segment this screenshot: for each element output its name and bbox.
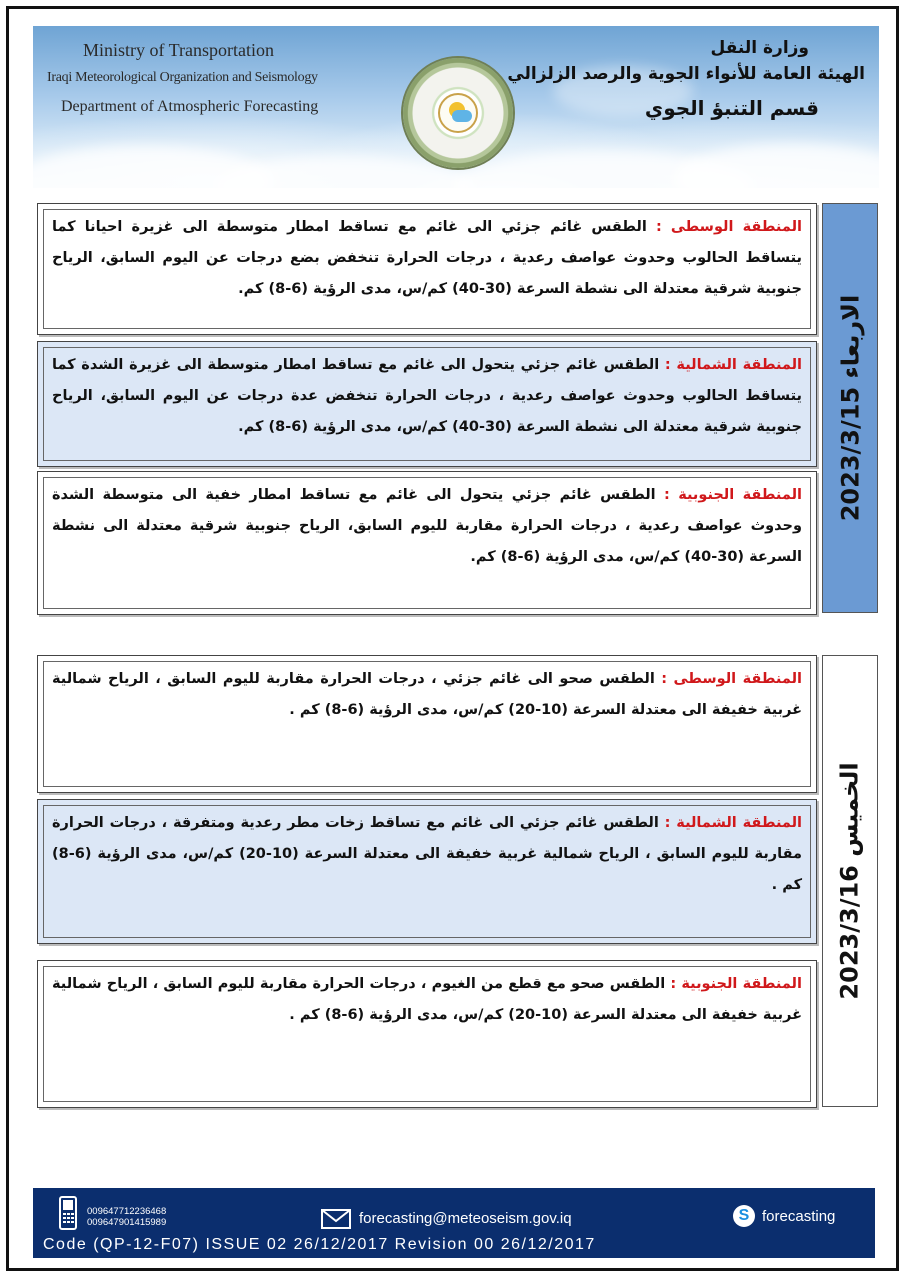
phone-number-2: 009647901415989 bbox=[87, 1217, 167, 1228]
region-name: المنطقة الوسطى : bbox=[655, 219, 802, 235]
forecast-box-south bbox=[37, 960, 817, 1108]
skype-id[interactable]: forecasting bbox=[762, 1208, 836, 1225]
header-ar-organization: الهيئة العامة للأنواء الجوية والرصد الزلزالي bbox=[507, 64, 865, 84]
email-link[interactable]: forecasting@meteoseism.gov.iq bbox=[359, 1210, 572, 1227]
forecast-text bbox=[52, 212, 802, 305]
forecast-box-central bbox=[37, 655, 817, 793]
forecast-box-south bbox=[37, 471, 817, 615]
region-forecast: الطقس غائم جزئي الى غائم مع تساقط امطار متوسطة الى غزيرة احيانا كما يتساقط الحالوب وحدوث عواصف رعدية ، درجات الحرارة تنخفض بضع درجات عن اليوم السابق، الرياح جنوبية شرقية معتدلة الى نشطة السرعة (30-40) كم/س، مدى الرؤية (6-8) كم. bbox=[52, 219, 802, 297]
header-banner bbox=[33, 26, 879, 188]
region-name: المنطقة الشمالية : bbox=[664, 815, 803, 831]
region-name: المنطقة الوسطى : bbox=[661, 671, 802, 687]
document-code: Code (QP-12-F07) ISSUE 02 26/12/2017 Revision 00 26/12/2017 bbox=[43, 1236, 596, 1253]
region-forecast: الطقس غائم جزئي الى غائم مع تساقط زخات مطر رعدية ومتفرقة ، درجات الحرارة مقاربة لليوم السابق ، الرياح شمالية غربية خفيفة الى معتدلة السرعة (10-20) كم/س، مدى الرؤية (6-8) كم . bbox=[52, 815, 803, 893]
date-label: الخميس 2023/3/16 bbox=[836, 762, 865, 1000]
region-forecast: الطقس صحو مع قطع من الغيوم ، درجات الحرارة مقاربة لليوم السابق ، الرياح شمالية غربية خفيفة الى معتدلة السرعة (10-20) كم/س، مدى الرؤية (6-8) كم . bbox=[52, 976, 802, 1023]
footer bbox=[33, 1188, 875, 1258]
email-icon bbox=[321, 1209, 351, 1229]
logo-weather-icon bbox=[438, 93, 478, 133]
region-forecast: الطقس غائم جزئي يتحول الى غائم مع تساقط امطار خفية الى متوسطة الشدة وحدوث عواصف رعدية ، درجات الحرارة مقاربة لليوم السابق، الرياح جنوبية شرقية معتدلة الى نشطة السرعة (30-40) كم/س، مدى الرؤية (6-8) كم. bbox=[52, 487, 802, 565]
forecast-box-central bbox=[37, 203, 817, 335]
organization-logo bbox=[403, 58, 513, 168]
header-en-organization: Iraqi Meteorological Organization and Seismology bbox=[47, 70, 318, 85]
forecast-text bbox=[52, 350, 802, 443]
header-ar-ministry: وزارة النقل bbox=[710, 38, 809, 58]
header-en-department: Department of Atmospheric Forecasting bbox=[61, 98, 319, 115]
region-forecast: الطقس صحو الى غائم جزئي ، درجات الحرارة مقاربة لليوم السابق ، الرياح شمالية غربية خفيفة الى معتدلة السرعة (10-20) كم/س، مدى الرؤية (6-8) كم . bbox=[52, 671, 802, 718]
date-label: الاربعاء 2023/3/15 bbox=[836, 294, 865, 522]
date-bar-day-1 bbox=[822, 203, 878, 613]
forecast-box-north bbox=[37, 799, 817, 944]
region-forecast: الطقس غائم جزئي يتحول الى غائم مع تساقط امطار متوسطة الى غزيرة الشدة كما يتساقط الحالوب وحدوث عواصف رعدية ، درجات الحرارة تنخفض عدة درجات عن اليوم السابق، الرياح جنوبية شرقية معتدلة الى نشطة السرعة (30-40) كم/س، مدى الرؤية (6-8) كم. bbox=[52, 357, 802, 435]
date-bar-day-2 bbox=[822, 655, 878, 1107]
region-name: المنطقة الجنوبية : bbox=[664, 487, 802, 503]
header-en-ministry: Ministry of Transportation bbox=[83, 40, 275, 60]
header-ar-department: قسم التنبؤ الجوي bbox=[644, 96, 819, 120]
region-name: المنطقة الجنوبية : bbox=[670, 976, 802, 992]
phone-number-1: 009647712236468 bbox=[87, 1206, 167, 1217]
forecast-text bbox=[52, 808, 802, 901]
forecast-box-north bbox=[37, 341, 817, 467]
skype-icon: S bbox=[733, 1205, 755, 1227]
forecast-text bbox=[52, 480, 802, 573]
forecast-text bbox=[52, 969, 802, 1031]
forecast-text bbox=[52, 664, 802, 726]
phone-icon bbox=[59, 1196, 77, 1230]
region-name: المنطقة الشمالية : bbox=[664, 357, 802, 373]
